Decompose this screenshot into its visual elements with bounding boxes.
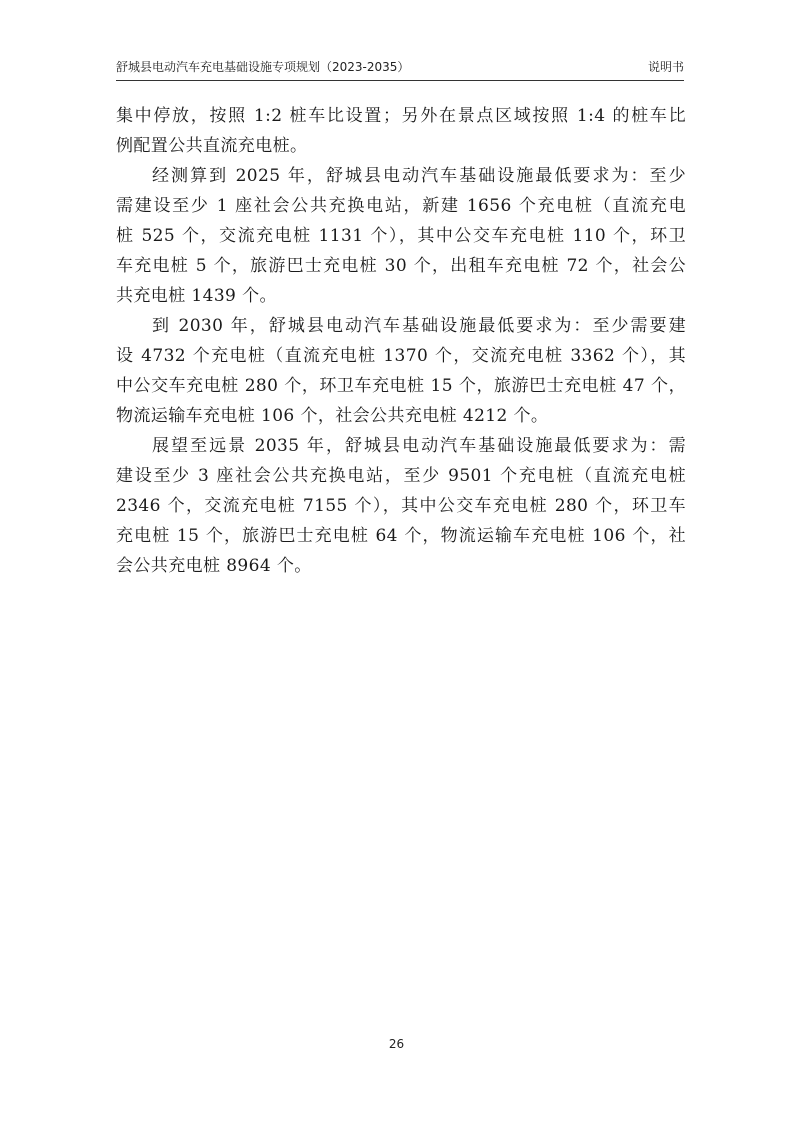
text-line: 集中停放，按照 1:2 桩车比设置；另外在景点区域按照 1:4 的桩车比	[116, 106, 686, 126]
text-line: 建设至少 3 座社会公共充换电站，至少 9501 个充电桩（直流充电桩	[116, 466, 686, 486]
text-line: 中公交车充电桩 280 个，环卫车充电桩 15 个，旅游巴士充电桩 47 个，	[116, 376, 686, 396]
text-line: 桩 525 个，交流充电桩 1131 个），其中公交车充电桩 110 个，环卫	[116, 226, 686, 246]
text-line: 会公共充电桩 8964 个。	[116, 556, 312, 576]
header-section-label: 说明书	[647, 60, 684, 74]
text-line: 物流运输车充电桩 106 个，社会公共充电桩 4212 个。	[116, 406, 549, 426]
running-header	[116, 58, 684, 80]
text-line: 例配置公共直流充电桩。	[116, 136, 308, 156]
paragraph	[116, 101, 686, 161]
text-line: 车充电桩 5 个，旅游巴士充电桩 30 个，出租车充电桩 72 个，社会公	[116, 256, 686, 276]
paragraph	[116, 431, 686, 581]
paragraph	[116, 311, 686, 431]
text-line: 经测算到 2025 年，舒城县电动汽车基础设施最低要求为：至少	[152, 166, 686, 186]
header-title: 舒城县电动汽车充电基础设施专项规划（2023-2035）	[116, 60, 410, 74]
paragraph	[116, 161, 686, 311]
page-number: 26	[388, 1037, 405, 1051]
text-line: 展望至远景 2035 年，舒城县电动汽车基础设施最低要求为：需	[152, 436, 686, 456]
text-line: 设 4732 个充电桩（直流充电桩 1370 个，交流充电桩 3362 个），其	[116, 346, 686, 366]
header-divider	[116, 80, 684, 81]
text-line: 到 2030 年，舒城县电动汽车基础设施最低要求为：至少需要建	[152, 316, 686, 336]
text-line: 共充电桩 1439 个。	[116, 286, 277, 306]
text-line: 2346 个，交流充电桩 7155 个），其中公交车充电桩 280 个，环卫车	[116, 496, 686, 516]
text-line: 需建设至少 1 座社会公共充换电站，新建 1656 个充电桩（直流充电	[116, 196, 686, 216]
document-body	[116, 101, 686, 581]
text-line: 充电桩 15 个，旅游巴士充电桩 64 个，物流运输车充电桩 106 个，社	[116, 526, 686, 546]
